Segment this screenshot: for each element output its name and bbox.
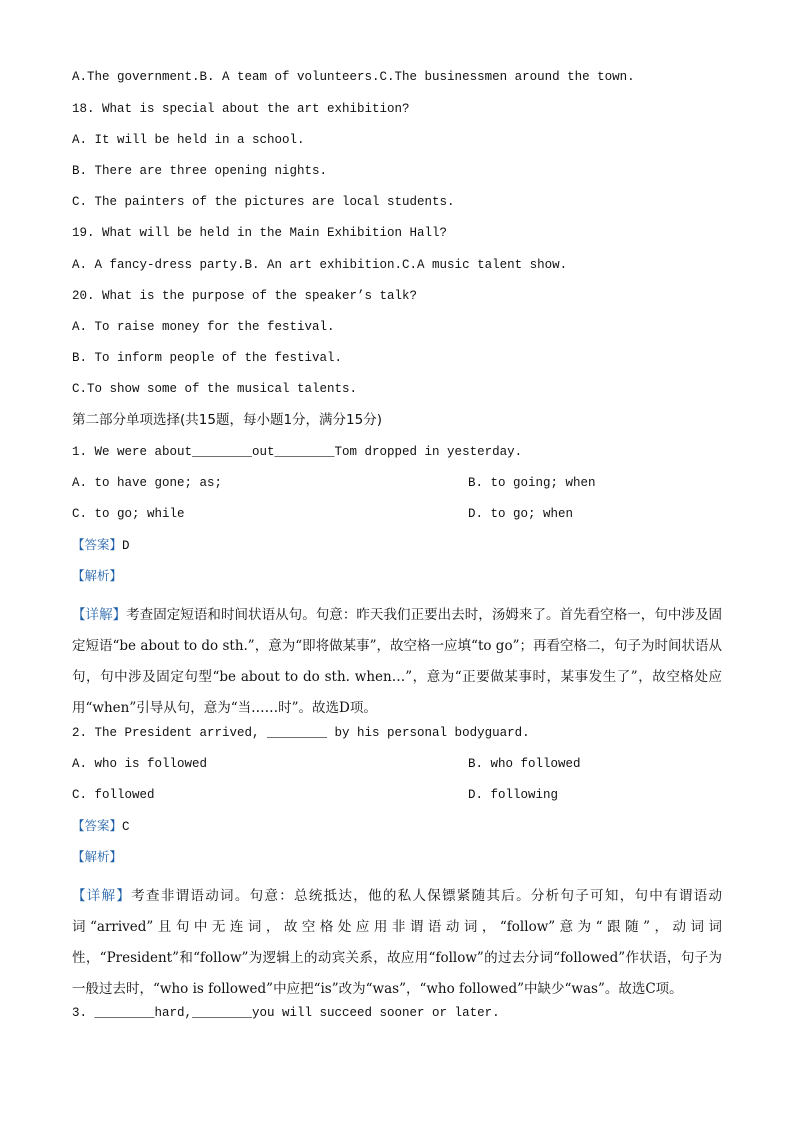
- mc1-analysis-label: 【解析】: [72, 568, 123, 583]
- q20-question: 20. What is the purpose of the speaker’s talk?: [72, 289, 418, 303]
- mc2-question: 2. The President arrived, ________ by his personal bodyguard.: [72, 726, 530, 740]
- mc1-answer: [72, 537, 754, 554]
- q19-question: 19. What will be held in the Main Exhibition Hall?: [72, 226, 448, 240]
- q20-option-b: B. To inform people of the festival.: [72, 351, 343, 365]
- mc1-detail-text: 考查固定短语和时间状语从句。句意：昨天我们正要出去时，汤姆来了。首先看空格一，句中涉及固定短语“be about to do sth.”，意为“即将做某事”，故空格一应填“to go”；再看空格二，句子为时间状语从句，句中涉及固定句型“be about to do sth. when…”，意为“正要做某事时，某事发生了”，故空格处应用“when”引导从句，意为“当……时”。故选D项。: [72, 607, 723, 716]
- mc1-detail: [72, 600, 722, 724]
- q18-option-a: A. It will be held in a school.: [72, 133, 305, 147]
- mc1-detail-label: 【详解】: [72, 607, 127, 623]
- q18-option-c: C. The painters of the pictures are local students.: [72, 195, 455, 209]
- mc2-analysis: [72, 849, 754, 865]
- mc1-answer-label: 【答案】: [72, 537, 123, 552]
- q20-option-a: A. To raise money for the festival.: [72, 320, 335, 334]
- q17-options: A.The government.B. A team of volunteers.C.The businessmen around the town.: [72, 70, 635, 84]
- mc1-options-row1: [72, 475, 754, 491]
- mc2-option-a: A. who is followed: [72, 757, 208, 771]
- mc2-answer-label: 【答案】: [72, 818, 123, 833]
- mc3-question: 3. ________hard,________you will succeed sooner or later.: [72, 1006, 500, 1020]
- mc1-options-row2: [72, 506, 754, 522]
- mc2-options-row1: [72, 756, 754, 772]
- mc2-detail-text: 考查非谓语动词。句意：总统抵达，他的私人保镖紧随其后。分析句子可知，句中有谓语动词“arrived”且句中无连词，故空格处应用非谓语动词，“follow”意为“跟随”，动词词性，“President”和“follow”为逻辑上的动宾关系，故应用“follow”的过去分词“followed”作状语，句子为一般过去时，“who is followed”中应把“is”改为“was”，“who followed”中缺少“was”。故选C项。: [72, 888, 723, 997]
- mc2-option-d: D. following: [468, 788, 559, 802]
- q18-option-b: B. There are three opening nights.: [72, 164, 328, 178]
- mc2-answer: [72, 818, 754, 835]
- mc1-analysis: [72, 568, 754, 584]
- mc1-option-b: B. to going; when: [468, 476, 596, 490]
- mc2-analysis-label: 【解析】: [72, 849, 123, 864]
- mc1-option-a: A. to have gone; as;: [72, 476, 223, 490]
- mc2-option-b: B. who followed: [468, 757, 581, 771]
- mc1-option-c: C. to go; while: [72, 507, 185, 521]
- mc1-option-d: D. to go; when: [468, 507, 574, 521]
- mc2-options-row2: [72, 787, 754, 803]
- mc2-detail-label: 【详解】: [72, 888, 132, 904]
- mc1-answer-value: D: [122, 539, 130, 553]
- mc1-question: 1. We were about________out________Tom dropped in yesterday.: [72, 445, 523, 459]
- section-heading: 第二部分单项选择(共15题，每小题1分，满分15分): [72, 412, 382, 428]
- q19-options: A. A fancy-dress party.B. An art exhibition.C.A music talent show.: [72, 258, 568, 272]
- mc2-option-c: C. followed: [72, 788, 155, 802]
- mc2-detail: [72, 881, 722, 1005]
- mc2-answer-value: C: [122, 820, 130, 834]
- q20-option-c: C.To show some of the musical talents.: [72, 382, 358, 396]
- q18-question: 18. What is special about the art exhibition?: [72, 102, 410, 116]
